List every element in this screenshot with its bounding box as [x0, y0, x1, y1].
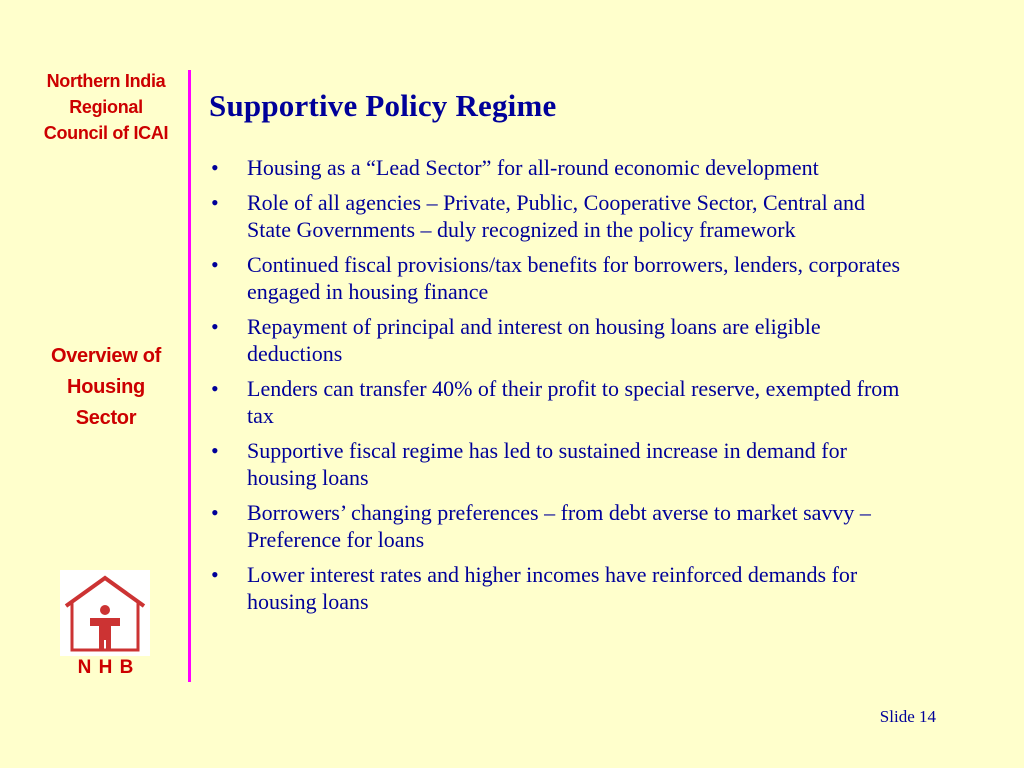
- section-topic-line: Housing: [67, 376, 145, 398]
- organization-name-line: Regional: [69, 97, 143, 117]
- section-topic: [20, 341, 192, 434]
- bullet-text: Role of all agencies – Private, Public, Cooperative Sector, Central and State Governments – duly recognized in the policy framework: [247, 189, 865, 242]
- bullet-text: Lenders can transfer 40% of their profit to special reserve, exempted from tax: [247, 375, 900, 428]
- bullet-list: [211, 154, 911, 623]
- logo-label: N H B: [77, 657, 135, 678]
- bullet-item: [211, 189, 911, 244]
- bullet-item: [211, 375, 911, 430]
- bullet-dot: •: [211, 313, 219, 339]
- bullet-dot: •: [211, 561, 219, 587]
- bullet-dot: •: [211, 499, 219, 525]
- bullet-text: Continued fiscal provisions/tax benefits for borrowers, lenders, corporates engaged in housing finance: [247, 251, 901, 304]
- bullet-item: [211, 499, 911, 554]
- bullet-item: [211, 437, 911, 492]
- bullet-item: [211, 313, 911, 368]
- section-topic-line: Overview of: [50, 345, 162, 367]
- bullet-text: Borrowers’ changing preferences – from debt averse to market savvy – Preference for loans: [247, 499, 871, 552]
- bullet-item: [211, 561, 911, 616]
- bullet-item: [211, 154, 911, 182]
- bullet-dot: •: [211, 189, 219, 215]
- bullet-dot: •: [211, 375, 219, 401]
- organization-name-line: Northern India: [46, 71, 166, 91]
- bullet-text: Lower interest rates and higher incomes have reinforced demands for housing loans: [247, 561, 858, 614]
- organization-name-line: Council of ICAI: [43, 123, 169, 143]
- sidebar-divider: [188, 70, 191, 682]
- nhb-logo: [60, 570, 150, 656]
- bullet-text: Housing as a “Lead Sector” for all-round economic development: [247, 155, 819, 180]
- bullet-dot: •: [211, 437, 219, 463]
- section-topic-line: Sector: [75, 407, 137, 429]
- slide-title: Supportive Policy Regime: [209, 88, 557, 123]
- bullet-text: Supportive fiscal regime has led to sustained increase in demand for housing loans: [247, 437, 847, 490]
- bullet-dot: •: [211, 155, 219, 180]
- bullet-text: Repayment of principal and interest on housing loans are eligible deductions: [247, 313, 821, 366]
- house-person-icon: [60, 570, 150, 656]
- slide-number: Slide 14: [879, 707, 936, 726]
- bullet-dot: •: [211, 251, 219, 277]
- bullet-item: [211, 251, 911, 306]
- organization-name: [20, 68, 192, 146]
